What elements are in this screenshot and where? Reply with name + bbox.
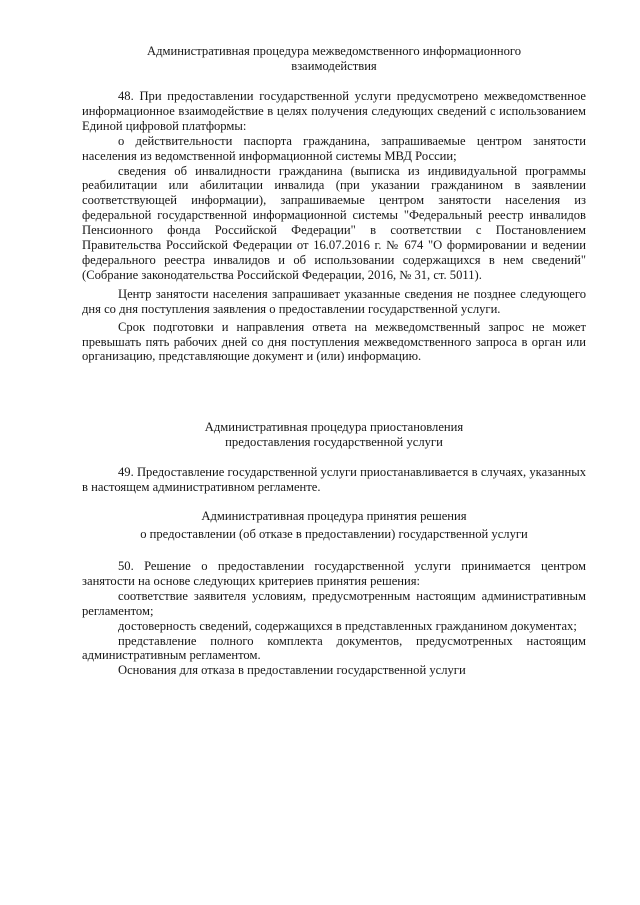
section-heading-interagency — [82, 44, 586, 74]
paragraph: достоверность сведений, содержащихся в представленных гражданином документах; — [118, 618, 577, 633]
section-heading-suspension — [82, 420, 586, 450]
section-heading-decision — [82, 509, 586, 542]
paragraph: соответствие заявителя условиям, предусмотренным настоящим административным регламентом; — [82, 588, 586, 618]
paragraph: Срок подготовки и направления ответа на межведомственный запрос не может превышать пять рабочих дней со дня поступления межведомственного запроса в орган или организацию, представляющие документ и (или) информацию. — [82, 319, 586, 364]
paragraph: Основания для отказа в предоставлении государственной услуги — [118, 663, 466, 678]
clause-50 — [82, 559, 586, 678]
paragraph: 49. Предоставление государственной услуги приостанавливается в случаях, указанных в настоящем административном регламенте. — [82, 465, 586, 494]
clause-48 — [82, 89, 586, 364]
paragraph: представление полного комплекта документов, предусмотренных настоящим административным регламентом. — [82, 633, 586, 663]
heading-line: предоставления государственной услуги — [225, 434, 443, 449]
paragraph: 50. Решение о предоставлении государственной услуги принимается центром занятости на основе следующих критериев принятия решения: — [82, 559, 586, 588]
heading-line: Административная процедура приостановления — [204, 420, 464, 434]
paragraph: 48. При предоставлении государственной услуги предусмотрено межведомственное информационное взаимодействие в целях получения следующих сведений с использованием Единой цифровой платформы: — [82, 89, 586, 133]
heading-text: Административная процедура межведомственного информационного взаимодействия — [146, 44, 522, 73]
paragraph: Центр занятости населения запрашивает указанные сведения не позднее следующего дня со дня поступления заявления о предоставлении государственной услуги. — [82, 286, 586, 316]
heading-line: Административная процедура принятия решения — [201, 509, 467, 523]
paragraph: сведения об инвалидности гражданина (выписка из индивидуальной программы реабилитации или абилитации инвалида (при указании гражданином в заявлении соответствующей информации), запрашиваемые центром занятости населения из федеральной государственной информационной системы "Федеральный реестр инвалидов Пенсионного фонда Российской Федерации" в соответствии с Постановлением Правительства Российской Федерации от 16.07.2016 г. № 674 "О формировании и ведении федерального реестра инвалидов и об использовании содержащихся в нем сведений" (Собрание законодательства Российской Федерации, 2016, № 31, ст. 5011). — [82, 163, 586, 282]
heading-line: о предоставлении (об отказе в предоставлении) государственной услуги — [140, 526, 528, 541]
clause-49 — [82, 465, 586, 495]
paragraph: о действительности паспорта гражданина, запрашиваемые центром занятости населения из ведомственной информационной системы МВД России; — [82, 133, 586, 163]
